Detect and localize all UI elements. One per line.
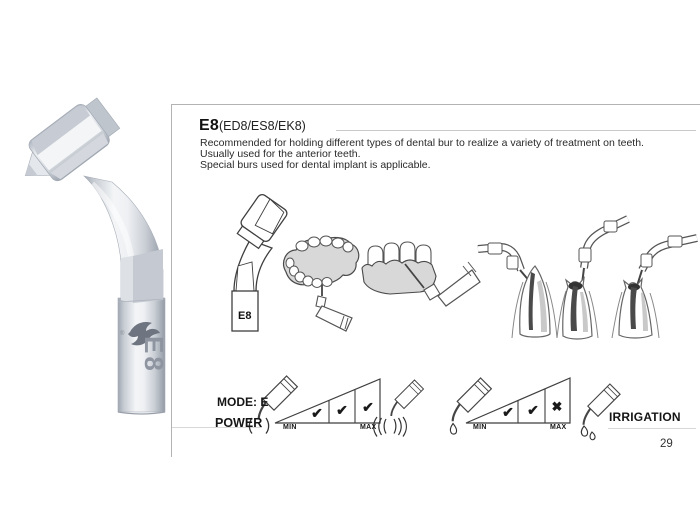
root-canal-vertical [557, 219, 628, 339]
anterior-teeth-illustration [362, 242, 480, 306]
irrigation-level-cell: ✔ [502, 404, 514, 420]
power-level-cell: ✔ [362, 399, 374, 415]
power-label: POWER [215, 416, 263, 430]
water-drops-icon [581, 426, 595, 440]
page-number: 29 [660, 438, 673, 450]
irrigation-level-cell: ✖ [551, 399, 563, 414]
description-line: Usually used for the anterior teeth. [200, 148, 361, 160]
tip-engraving-label: E8 [139, 336, 169, 374]
power-max-label: MAX [360, 424, 377, 431]
thumbnail-label: E8 [238, 310, 252, 322]
power-level-cell: ✔ [336, 402, 348, 418]
root-canal-angled [478, 243, 557, 338]
irrigation-min-label: MIN [473, 424, 487, 431]
description-line: Special burs used for dental implant is applicable. [200, 159, 431, 171]
power-level-cell: ✔ [311, 405, 323, 421]
upper-jaw-illustration [284, 236, 359, 331]
mode-label: MODE: E [217, 395, 269, 409]
irrigation-label: IRRIGATION [609, 410, 681, 424]
section-header [199, 117, 306, 135]
irrigation-level-cell: ✔ [527, 402, 539, 418]
product-variants: (ED8/ES8/EK8) [218, 119, 306, 133]
registered-mark: ® [120, 331, 125, 337]
irrigation-max-label: MAX [550, 424, 567, 431]
root-canal-illustrations [478, 219, 697, 339]
root-canal-angled-right [612, 236, 697, 338]
handpiece-icon [391, 380, 423, 416]
product-model-title: E8 [199, 117, 219, 134]
water-drop-icon [450, 424, 456, 435]
description-line: Recommended for holding different types of dental bur to realize a variety of treatment on teeth. [200, 137, 644, 149]
power-min-label: MIN [283, 424, 297, 431]
product-description [200, 138, 700, 171]
